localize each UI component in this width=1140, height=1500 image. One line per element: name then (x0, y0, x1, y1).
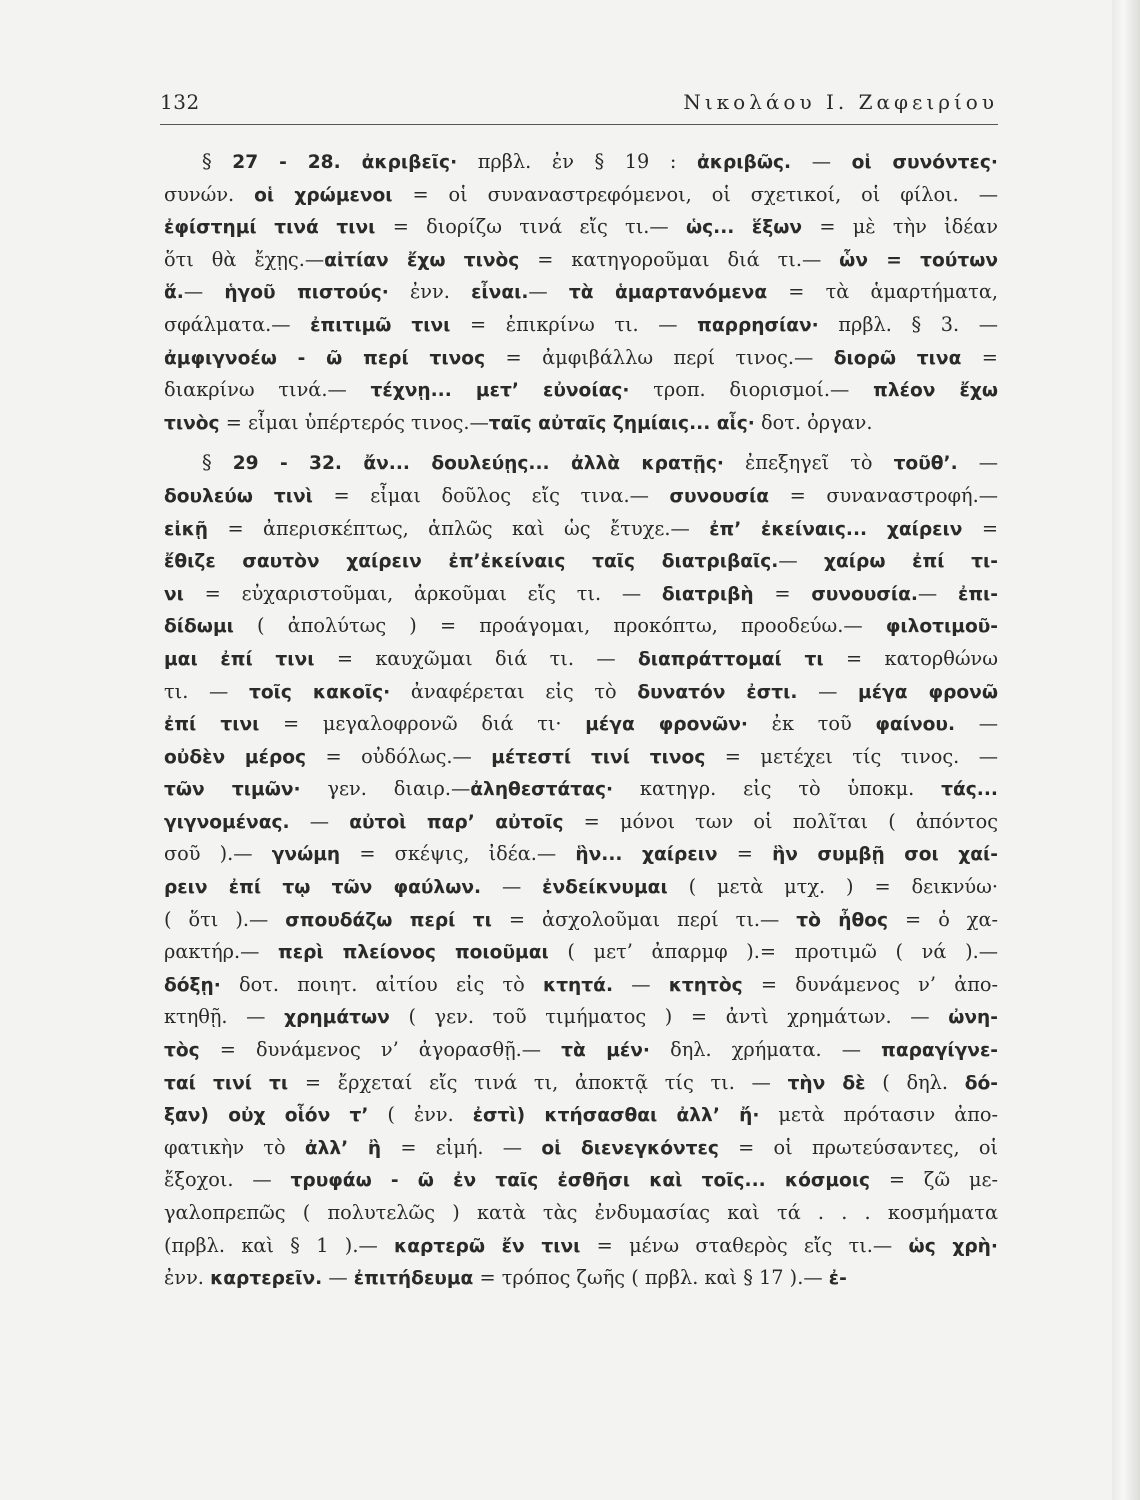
gloss: — (917, 581, 958, 605)
commentary-text (164, 146, 998, 1295)
lemma: κτητὸς (668, 974, 743, 996)
gloss: = μετέχει τίς τινος. — (705, 744, 998, 768)
lemma: ὠνη- (948, 1007, 998, 1029)
gloss: σφάλματα.— (164, 312, 311, 336)
lemma: ἣν... χαίρειν (575, 844, 718, 866)
gloss: κτηθῇ. — (164, 1005, 285, 1029)
gloss: (πρβλ. καὶ § 1 ).— (164, 1233, 395, 1257)
gloss: = (753, 581, 812, 605)
lemma: παρρησίαν· (697, 314, 819, 336)
lemma: καρτερῶ ἔν τινι (394, 1235, 581, 1257)
gloss: — (528, 280, 569, 304)
lemma: διορῶ τινα (833, 347, 962, 369)
gloss: ἔξοχοι. — (164, 1168, 291, 1192)
text-line (164, 676, 998, 709)
text-line (164, 871, 998, 904)
gloss: = τὰ ἁμαρτήματα, (767, 280, 998, 304)
text-line (164, 244, 998, 277)
text-line (164, 1099, 998, 1132)
text-line (164, 374, 998, 407)
lemma: εἶναι. (471, 282, 529, 304)
lemma: χρημάτων (284, 1007, 390, 1029)
lemma: δόξῃ· (164, 974, 221, 996)
text-line (164, 610, 998, 643)
gloss: = δυνάμενος ν’ ἀπο- (742, 972, 999, 996)
lemma: ἀμφιγνοέω - ῶ περί τινος (164, 347, 486, 369)
gloss: = κατηγοροῦμαι διά τι.— (519, 247, 840, 271)
lemma: τοῖς κακοῖς· (248, 681, 391, 703)
gloss: = μένω σταθερὸς εἴς τι.— (580, 1233, 909, 1257)
lemma: καρτερεῖν. (210, 1268, 323, 1290)
gloss: συνών. (164, 182, 255, 206)
lemma: ἐφίστημί τινά τινι (164, 217, 376, 239)
gloss: — (955, 712, 998, 736)
lemma: τρυφάω - ῶ ἐν ταῖς ἐσθῆσι καὶ τοῖς... κόσμοις (290, 1170, 871, 1192)
gloss: = δυνάμενος ν’ ἀγορασθῇ.— (199, 1038, 562, 1062)
lemma: χαίρω ἐπί τι- (824, 551, 999, 573)
gloss: ὅτι θὰ ἔχῃς.— (164, 247, 325, 271)
gloss: τροπ. διορισμοί.— (629, 378, 874, 402)
gloss: = ἀμφιβάλλω περί τινος.— (485, 345, 834, 369)
gloss: = εἰμή. — (381, 1135, 542, 1159)
running-head: Νικολάου Ι. Ζαφειρίου (683, 90, 998, 114)
text-line (164, 1164, 998, 1197)
text-line (164, 741, 998, 774)
gloss: ἀναφέρεται εἰς τὸ (390, 679, 638, 703)
lemma: ἐστὶ) κτήσασθαι ἀλλ’ ἤ· (472, 1105, 760, 1127)
page-edge-shadow (1112, 0, 1140, 1500)
gloss: κατηγρ. εἰς τὸ ὑποκμ. (613, 777, 942, 801)
gloss: — (791, 150, 852, 173)
gloss: — (322, 1266, 354, 1290)
lemma: φαίνου. (875, 714, 956, 736)
text-line (164, 1197, 998, 1230)
gloss: = μόνοι των οἱ πολῖται ( ἀπόντος (563, 809, 998, 833)
lemma: τοῦθ’. (893, 453, 958, 475)
gloss: = οὐδόλως.— (306, 744, 492, 768)
text-line (164, 1132, 998, 1165)
text-line (164, 1034, 998, 1067)
lemma: ταῖς αὐταῖς ζημίαις... αἷς· (488, 412, 755, 434)
gloss: — (481, 875, 543, 899)
lemma: ρειν ἐπί τῳ τῶν φαύλων. (164, 877, 482, 899)
text-line (164, 936, 998, 969)
gloss: — (957, 451, 998, 475)
gloss: = μεγαλοφρονῶ διά τι· (259, 712, 586, 736)
lemma: αὐτοὶ παρ’ αὐτοῖς (349, 811, 564, 833)
gloss: § (202, 451, 233, 475)
gloss: = ἀσχολοῦμαι περί τι.— (491, 907, 797, 931)
gloss: γαλοπρεπῶς ( πολυτελῶς ) κατὰ τὰς ἐνδυμασίας καὶ τά . . . κοσμήματα (164, 1201, 998, 1224)
gloss: δηλ. χρήματα. — (650, 1038, 882, 1062)
page-header (160, 90, 998, 125)
lemma: γνώμη (271, 844, 341, 866)
lemma: ἀληθεστάτας· (470, 779, 614, 801)
gloss: — (797, 679, 859, 703)
lemma: οἱ συνόντες· (851, 152, 998, 173)
gloss: § (202, 150, 233, 173)
lemma: πλέον ἔχω (873, 380, 999, 402)
gloss: — (289, 809, 350, 833)
text-line (164, 513, 998, 546)
lemma: δουλεύω τινὶ (164, 485, 313, 507)
lemma: ἐπιτιμῶ τινι (310, 314, 451, 336)
lemma: τὰ ἁμαρτανόμενα (568, 282, 768, 304)
gloss: — (613, 972, 669, 996)
lemma: τὰ μέν· (561, 1040, 650, 1062)
lemma: ἀλλ’ ἢ (304, 1137, 382, 1159)
lemma: τὴν δὲ (787, 1072, 866, 1094)
lemma: οὐδὲν μέρος (164, 746, 307, 768)
text-line (164, 211, 998, 244)
lemma: τινὸς (164, 412, 220, 434)
gloss: = ζῶ με- (870, 1168, 998, 1192)
text-line (164, 480, 998, 513)
lemma: ἐπί τινι (164, 714, 260, 736)
gloss: ( ὅτι ).— (164, 907, 286, 931)
lemma: τὸ ἦθος (796, 909, 889, 931)
gloss: — (778, 549, 825, 573)
lemma: ἐπιτήδευμα (353, 1268, 474, 1290)
text-line (164, 773, 998, 806)
lemma: μαι ἐπί τινι (164, 648, 315, 670)
gloss: = (961, 345, 998, 369)
paragraph (164, 146, 998, 439)
lemma: τὸς (164, 1040, 200, 1062)
text-line (164, 545, 998, 578)
gloss: μετὰ πρότασιν ἀπο- (759, 1103, 999, 1127)
text-line (164, 407, 998, 440)
gloss: = τρόπος ζωῆς ( πρβλ. καὶ § 17 ).— (473, 1266, 829, 1290)
text-line (164, 342, 998, 375)
text-line (164, 643, 998, 676)
gloss: = οἱ συναναστρεφόμενοι, οἱ σχετικοί, οἱ φίλοι. — (392, 182, 998, 206)
gloss: πρβλ. ἐν § 19 : (457, 150, 697, 173)
gloss: ἐνν. (388, 280, 472, 304)
lemma: ἐνδείκνυμαι (542, 877, 668, 899)
gloss: γεν. διαιρ.— (300, 777, 471, 801)
text-line (164, 904, 998, 937)
lemma: ἣν συμβῇ σοι χαί- (772, 844, 998, 866)
lemma: ξαν) οὐχ οἷόν τ’ (164, 1105, 369, 1127)
gloss: δοτ. ὀργαν. (754, 410, 873, 434)
lemma: ὡς χρὴ· (908, 1235, 998, 1257)
paragraph (164, 447, 998, 1294)
gloss: ( ἀπολύτως ) = προάγομαι, προκόπτω, προοδεύω.— (233, 614, 886, 638)
gloss: τι. — (164, 679, 249, 703)
gloss: ( γεν. τοῦ τιμήματος ) = ἀντὶ χρημάτων. — (389, 1005, 949, 1029)
text-line (164, 969, 998, 1002)
gloss: = (717, 842, 773, 866)
lemma: παραγίγνε- (881, 1040, 999, 1062)
lemma: γιγνομένας. (164, 811, 290, 833)
gloss: = συναναστροφή.— (769, 483, 998, 507)
gloss: = εὐχαριστοῦμαι, ἀρκοῦμαι εἴς τι. — (183, 581, 662, 605)
lemma: μέγα φρονῶν· (585, 714, 748, 736)
lemma: ὧν = τούτων (839, 249, 999, 271)
gloss: = (962, 516, 998, 540)
gloss: = ἔρχεταί εἴς τινά τι, ἀποκτᾷ τίς τι. — (288, 1070, 788, 1094)
lemma: δυνατόν ἐστι. (637, 681, 798, 703)
gloss: = ὁ χα- (888, 907, 999, 931)
gloss: ρακτήρ.— (164, 940, 279, 964)
lemma: εἰκῇ (164, 518, 209, 540)
text-line (164, 447, 998, 480)
gloss: = ἀπερισκέπτως, ἁπλῶς καὶ ὡς ἔτυχε.— (208, 516, 710, 540)
lemma: αἰτίαν ἔχω τινὸς (324, 249, 520, 271)
lemma: δό- (964, 1072, 999, 1094)
text-line (164, 578, 998, 611)
lemma: 27 - 28. ἀκριβεῖς· (232, 152, 458, 173)
text-line (164, 1001, 998, 1034)
lemma: συνουσία (669, 485, 770, 507)
paragraph-gap (164, 439, 998, 447)
lemma: τέχνῃ... μετ’ εὐνοίας· (370, 380, 630, 402)
gloss: ἐνν. (164, 1266, 211, 1290)
lemma: διαπράττομαί τι (638, 648, 824, 670)
lemma: τῶν τιμῶν· (164, 779, 301, 801)
lemma: συνουσία. (811, 583, 918, 605)
lemma: φιλοτιμοῦ- (885, 616, 998, 638)
gloss: φατικὴν τὸ (164, 1135, 305, 1159)
text-line (164, 1230, 998, 1263)
gloss: = καυχῶμαι διά τι. — (314, 646, 638, 670)
gloss: ἐπεξηγεῖ τὸ (723, 451, 894, 475)
lemma: ὡς... ἕξων (685, 217, 803, 239)
page-number: 132 (160, 90, 200, 114)
gloss: = ἐπικρίνω τι. — (450, 312, 698, 336)
lemma: ἐπι- (957, 583, 998, 605)
lemma: ταί τινί τι (164, 1072, 289, 1094)
lemma: σπουδάζω περί τι (285, 909, 492, 931)
gloss: ( μετ’ ἀπαρμφ ).= προτιμῶ ( νά ).— (548, 940, 998, 964)
lemma: ἔθιζε σαυτὸν χαίρειν ἐπ’ἐκείναις ταῖς διατριβαῖς. (164, 551, 779, 573)
text-line (164, 309, 998, 342)
lemma: ἐπ’ ἐκείναις... χαίρειν (709, 518, 963, 540)
gloss: — (183, 280, 225, 304)
text-line (164, 1067, 998, 1100)
lemma: ἡγοῦ πιστούς· (224, 282, 389, 304)
gloss: = κατορθώνω (823, 646, 998, 670)
lemma: μέγα φρονῶ (858, 681, 998, 703)
lemma: νι (164, 583, 184, 605)
text-line (164, 708, 998, 741)
gloss: = μὲ τὴν ἰδέαν (802, 215, 999, 239)
gloss: ( μετὰ μτχ. ) = δεικνύω· (667, 875, 998, 899)
gloss: ( δηλ. (865, 1070, 965, 1094)
text-line (164, 1262, 998, 1295)
text-line (164, 806, 998, 839)
gloss: διακρίνω τινά.— (164, 378, 371, 402)
gloss: ( ἐνν. (368, 1103, 473, 1127)
gloss: = σκέψις, ἰδέα.— (340, 842, 576, 866)
lemma: μέτεστί τινί τινος (491, 746, 706, 768)
lemma: δίδωμι (164, 616, 234, 638)
gloss: = οἱ πρωτεύσαντες, οἱ (718, 1135, 999, 1159)
gloss: πρβλ. § 3. — (818, 312, 998, 336)
text-line (164, 838, 998, 871)
gloss: ἐκ τοῦ (747, 712, 876, 736)
lemma: ἐ- (828, 1268, 847, 1290)
text-line (164, 179, 998, 212)
text-line (164, 276, 998, 309)
lemma: διατριβὴ (661, 583, 754, 605)
lemma: ἅ. (164, 282, 184, 304)
gloss: = διορίζω τινά εἴς τι.— (375, 215, 686, 239)
lemma: τάς... (941, 779, 998, 801)
lemma: 29 - 32. ἄν... δουλεύῃς... ἀλλὰ κρατῇς· (232, 453, 724, 475)
lemma: οἱ διενεγκόντες (541, 1137, 719, 1159)
lemma: κτητά. (542, 974, 614, 996)
lemma: οἱ χρώμενοι (254, 184, 393, 206)
gloss: σοῦ ).— (164, 842, 272, 866)
gloss: δοτ. ποιητ. αἰτίου εἰς τὸ (220, 972, 543, 996)
text-line (164, 146, 998, 179)
lemma: ἀκριβῶς. (696, 152, 792, 173)
lemma: περὶ πλείονος ποιοῦμαι (278, 942, 549, 964)
gloss: = εἶμαι δοῦλος εἴς τινα.— (312, 483, 670, 507)
gloss: = εἶμαι ὑπέρτερός τινος.— (219, 410, 489, 434)
